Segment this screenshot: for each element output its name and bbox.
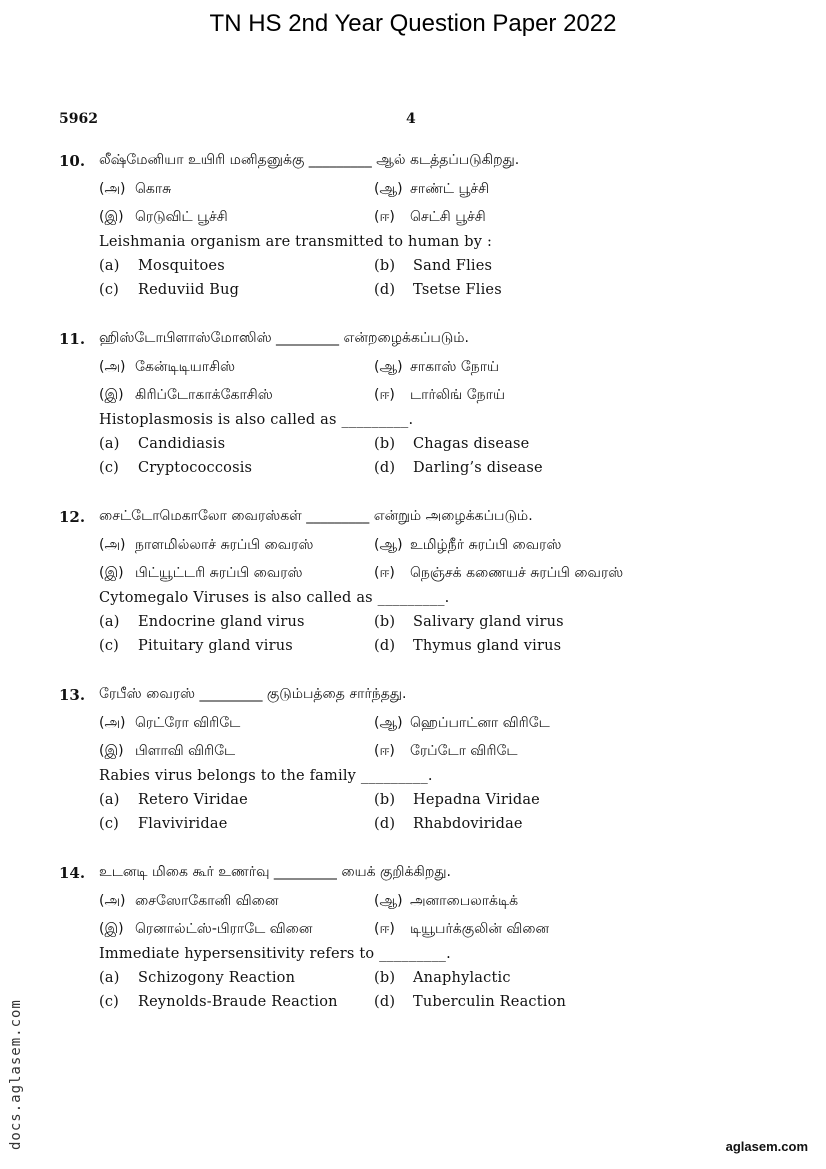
english-option-label: (d) [374,460,396,476]
tamil-option-label: (ஈ) [374,387,395,403]
page-title: TN HS 2nd Year Question Paper 2022 [209,10,617,37]
tamil-option-text: பிளாவி விரிடே [135,743,236,759]
english-question-text: Cytomegalo Viruses is also called as _________. [99,590,450,606]
english-option-text: Darling’s disease [413,460,543,476]
tamil-option-text: செட்சி பூச்சி [410,209,486,225]
tamil-option-label: (இ) [99,743,124,759]
tamil-option-text: டியூபர்க்குலின் வினை [410,921,550,937]
english-option-text: Candidiasis [138,436,226,452]
english-question-text: Histoplasmosis is also called as _________. [99,412,414,428]
tamil-option-text: நெஞ்சக் கணையச் சுரப்பி வைரஸ் [410,565,624,581]
footer-brand: aglasem.com [725,1139,808,1154]
english-option-label: (d) [374,638,396,654]
tamil-option-text: ரெனால்ட்ஸ்-பிராடே வினை [135,921,313,937]
tamil-option-label: (இ) [99,565,124,581]
english-option-label: (a) [99,614,120,630]
english-option-text: Sand Flies [413,258,493,274]
tamil-option-label: (ஆ) [374,359,403,375]
english-option-label: (d) [374,816,396,832]
tamil-option-label: (இ) [99,387,124,403]
tamil-option-text: அனாபைலாக்டிக் [410,893,519,909]
english-option-text: Cryptococcosis [138,460,253,476]
tamil-option-text: உமிழ்நீர் சுரப்பி வைரஸ் [410,537,562,553]
tamil-option-label: (அ) [99,359,126,375]
english-question-text: Rabies virus belongs to the family _________. [99,768,433,784]
question-number: 12. [59,508,86,526]
tamil-question-text: ஹிஸ்டோபிளாஸ்மோஸிஸ் _________ என்றழைக்கப்படும். [99,330,470,346]
question-number: 13. [59,686,86,704]
english-option-label: (b) [374,614,396,630]
english-option-label: (a) [99,792,120,808]
english-option-text: Pituitary gland virus [138,638,293,654]
english-option-text: Reynolds-Braude Reaction [138,994,338,1010]
tamil-option-text: ரெட்ரோ விரிடே [135,715,241,731]
tamil-option-text: நாளமில்லாச் சுரப்பி வைரஸ் [135,537,314,553]
tamil-option-text: கொசு [135,181,172,197]
english-option-label: (c) [99,638,120,654]
question-number: 11. [59,330,86,348]
english-question-text: Leishmania organism are transmitted to human by : [99,234,493,250]
english-option-text: Salivary gland virus [413,614,564,630]
tamil-option-label: (ஈ) [374,921,395,937]
english-option-text: Chagas disease [413,436,530,452]
english-option-text: Rhabdoviridae [413,816,523,832]
english-option-text: Tsetse Flies [413,282,502,298]
tamil-option-text: டார்லிங் நோய் [410,387,505,403]
english-option-label: (c) [99,816,120,832]
english-option-text: Retero Viridae [138,792,248,808]
tamil-option-text: ஹெப்பாட்னா விரிடே [410,715,550,731]
english-option-label: (d) [374,282,396,298]
english-option-label: (b) [374,258,396,274]
tamil-option-label: (இ) [99,209,124,225]
tamil-option-label: (அ) [99,181,126,197]
english-option-label: (a) [99,258,120,274]
tamil-option-text: சாண்ட் பூச்சி [410,181,490,197]
english-question-text: Immediate hypersensitivity refers to _________. [99,946,451,962]
question-number: 14. [59,864,86,882]
english-option-text: Reduviid Bug [138,282,240,298]
english-option-text: Hepadna Viridae [413,792,540,808]
english-option-text: Mosquitoes [138,258,225,274]
tamil-option-label: (ஈ) [374,743,395,759]
tamil-option-text: கிரிப்டோகாக்கோசிஸ் [135,387,273,403]
paper-code: 5962 [59,111,98,127]
tamil-question-text: ரேபீஸ் வைரஸ் _________ குடும்பத்தை சார்ந்தது. [99,686,407,702]
tamil-question-text: சைட்டோமெகாலோ வைரஸ்கள் _________ என்றும் அழைக்கப்படும். [99,508,533,524]
tamil-option-text: பிட்யூட்டரி சுரப்பி வைரஸ் [135,565,303,581]
tamil-option-label: (அ) [99,537,126,553]
english-option-label: (b) [374,792,396,808]
tamil-option-text: சாகாஸ் நோய் [410,359,500,375]
tamil-question-text: லீஷ்மேனியா உயிரி மனிதனுக்கு _________ ஆல் கடத்தப்படுகிறது. [99,152,520,168]
watermark-text: docs.aglasem.com [8,999,24,1150]
tamil-question-text: உடனடி மிகை கூர் உணர்வு _________ யைக் குறிக்கிறது. [99,864,451,880]
tamil-option-label: (ஆ) [374,893,403,909]
tamil-option-label: (ஈ) [374,209,395,225]
tamil-option-label: (ஆ) [374,181,403,197]
english-option-label: (a) [99,970,120,986]
english-option-label: (a) [99,436,120,452]
tamil-option-text: ரெடுவிட் பூச்சி [135,209,228,225]
english-option-label: (c) [99,994,120,1010]
tamil-option-label: (ஈ) [374,565,395,581]
tamil-option-text: சைஸோகோனி வினை [135,893,279,909]
tamil-option-label: (அ) [99,893,126,909]
english-option-text: Anaphylactic [413,970,511,986]
tamil-option-label: (ஆ) [374,715,403,731]
english-option-text: Endocrine gland virus [138,614,305,630]
page-number: 4 [406,111,416,127]
english-option-text: Thymus gland virus [413,638,562,654]
english-option-text: Tuberculin Reaction [413,994,567,1010]
english-option-label: (d) [374,994,396,1010]
english-option-label: (c) [99,282,120,298]
english-option-label: (b) [374,970,396,986]
tamil-option-text: ரேப்டோ விரிடே [410,743,518,759]
english-option-text: Schizogony Reaction [138,970,296,986]
english-option-label: (c) [99,460,120,476]
tamil-option-text: கேன்டிடியாசிஸ் [135,359,236,375]
tamil-option-label: (இ) [99,921,124,937]
question-number: 10. [59,152,86,170]
tamil-option-label: (அ) [99,715,126,731]
english-option-text: Flaviviridae [138,816,228,832]
english-option-label: (b) [374,436,396,452]
tamil-option-label: (ஆ) [374,537,403,553]
